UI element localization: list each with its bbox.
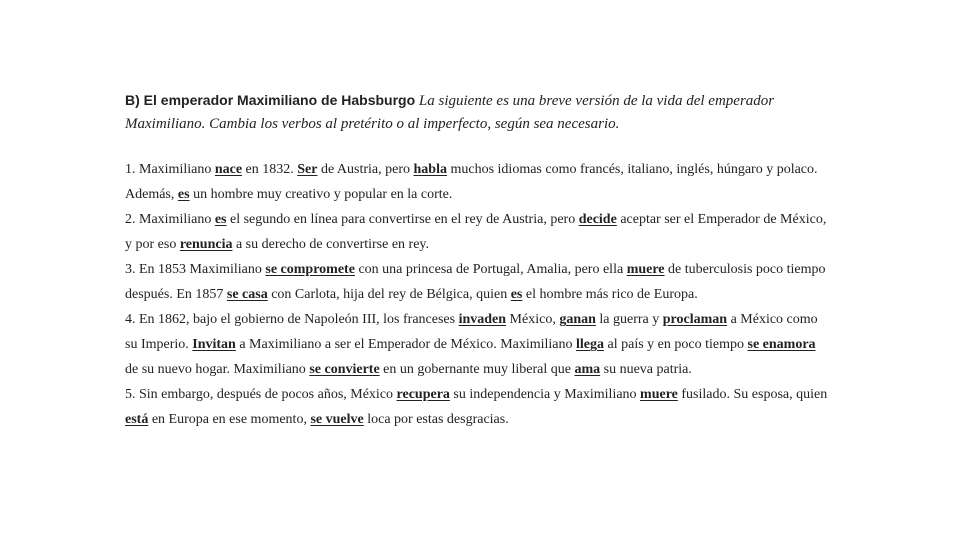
item-text: aceptar ser el Emperador de México, y por eso <box>125 212 827 252</box>
underlined-verb: renuncia <box>179 237 233 252</box>
item-text: fusilado. Su esposa, quien <box>677 387 828 402</box>
underlined-verb: muere <box>626 262 665 277</box>
underlined-verb: decide <box>578 212 617 227</box>
item-text: la guerra y <box>595 312 663 327</box>
item-text: en un gobernante muy liberal que <box>379 362 575 377</box>
exercise-item-5 <box>125 382 830 432</box>
item-text: en 1832. <box>242 162 298 177</box>
underlined-verb: Invitan <box>192 337 236 352</box>
item-text: con una princesa de Portugal, Amalia, pero ella <box>354 262 627 277</box>
item-text: a Maximiliano a ser el Emperador de México. Maximiliano <box>235 337 577 352</box>
item-text: su nueva patria. <box>600 362 692 377</box>
underlined-verb: es <box>177 187 190 202</box>
item-text: 2. Maximiliano <box>125 212 215 227</box>
underlined-verb: recupera <box>396 387 450 402</box>
underlined-verb: se compromete <box>265 262 355 277</box>
item-text: 4. En 1862, bajo el gobierno de Napoleón III, los franceses <box>125 312 459 327</box>
exercise-title: B) El emperador Maximiliano de Habsburgo <box>125 92 416 108</box>
underlined-verb: invaden <box>458 312 507 327</box>
item-text: de Austria, pero <box>317 162 414 177</box>
item-text: loca por estas desgracias. <box>363 412 509 427</box>
item-text: a México como su Imperio. <box>125 312 818 352</box>
underlined-verb: proclaman <box>662 312 728 327</box>
item-text: a su derecho de convertirse en rey. <box>232 237 430 252</box>
item-text: con Carlota, hija del rey de Bélgica, quien <box>267 287 511 302</box>
item-text: en Europa en ese momento, <box>148 412 311 427</box>
underlined-verb: se enamora <box>747 337 816 352</box>
underlined-verb: es <box>510 287 523 302</box>
item-text: el hombre más rico de Europa. <box>522 287 698 302</box>
item-text: un hombre muy creativo y popular en la corte. <box>189 187 453 202</box>
underlined-verb: habla <box>413 162 447 177</box>
item-text: 3. En 1853 Maximiliano <box>125 262 266 277</box>
item-text: al país y en poco tiempo <box>604 337 748 352</box>
underlined-verb: se vuelve <box>310 412 364 427</box>
exercise-item-2 <box>125 207 830 257</box>
underlined-verb: se convierte <box>309 362 380 377</box>
underlined-verb: llega <box>576 337 605 352</box>
underlined-verb: está <box>125 412 149 427</box>
exercise-item-1 <box>125 157 830 207</box>
item-text: 1. Maximiliano <box>125 162 215 177</box>
item-text: el segundo en línea para convertirse en el rey de Austria, pero <box>226 212 579 227</box>
item-text: 5. Sin embargo, después de pocos años, México <box>125 387 397 402</box>
underlined-verb: nace <box>214 162 243 177</box>
underlined-verb: se casa <box>226 287 268 302</box>
item-text: México, <box>506 312 560 327</box>
underlined-verb: es <box>214 212 227 227</box>
exercise-items <box>125 157 830 432</box>
exercise-header <box>125 89 825 136</box>
underlined-verb: muere <box>640 387 678 402</box>
item-text: muchos idiomas como francés, italiano, inglés, húngaro y polaco. Además, <box>125 162 818 202</box>
exercise-item-3 <box>125 257 830 307</box>
underlined-verb: Ser <box>297 162 318 177</box>
item-text: de su nuevo hogar. Maximiliano <box>125 362 310 377</box>
underlined-verb: ama <box>574 362 601 377</box>
item-text: de tuberculosis poco tiempo después. En 1857 <box>125 262 826 302</box>
item-text: su independencia y Maximiliano <box>449 387 641 402</box>
underlined-verb: ganan <box>559 312 596 327</box>
exercise-item-4 <box>125 307 830 382</box>
exercise-instruction: La siguiente es una breve versión de la vida del emperador Maximiliano. Cambia los verbos al pretérito o al imperfecto, según sea necesario. <box>125 93 775 132</box>
